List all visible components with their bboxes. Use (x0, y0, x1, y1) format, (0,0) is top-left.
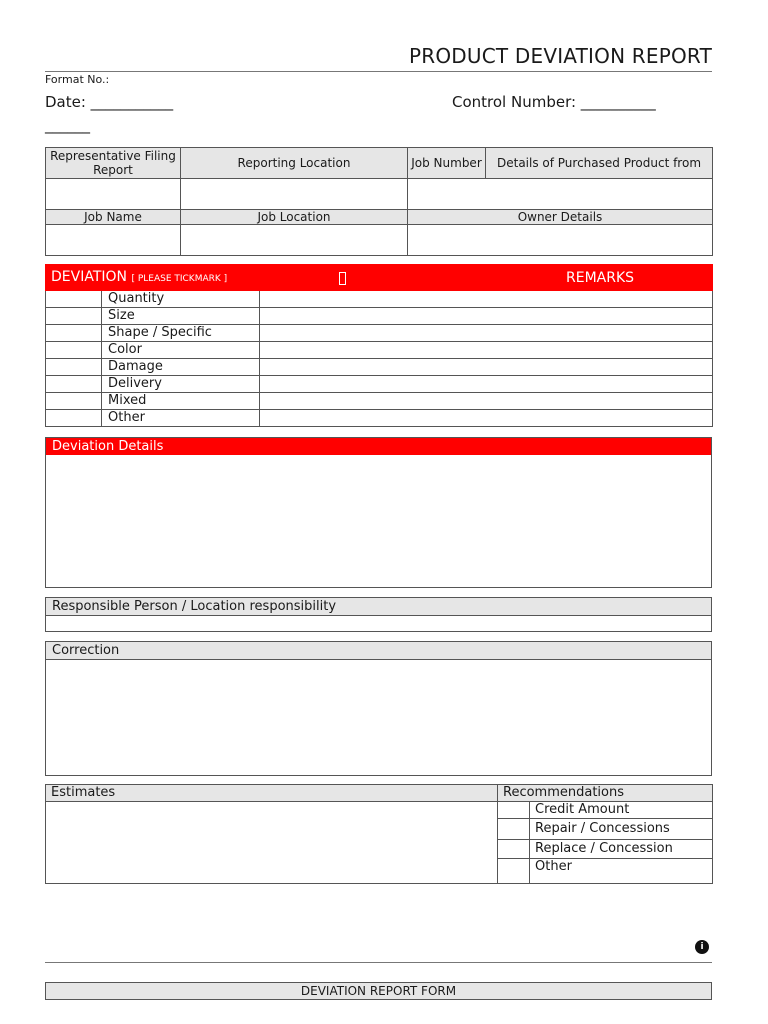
deviation-details-input[interactable] (46, 455, 711, 587)
date-field[interactable]: Date: ___________ (45, 93, 174, 111)
owner-details-input[interactable] (408, 225, 713, 256)
footer-divider (45, 962, 712, 963)
deviation-header (46, 265, 260, 291)
deviation-item-label: Other (102, 410, 260, 427)
estimates-input[interactable] (46, 802, 498, 884)
representative-input[interactable] (46, 179, 181, 210)
deviation-remarks-input[interactable] (260, 376, 713, 393)
job-location-header: Job Location (181, 210, 408, 225)
deviation-checkbox[interactable] (46, 376, 102, 393)
format-number-label: Format No.: (45, 73, 110, 86)
estimates-header: Estimates (46, 785, 498, 802)
deviation-checkbox[interactable] (46, 308, 102, 325)
estimates-table (45, 784, 713, 884)
owner-details-header: Owner Details (408, 210, 713, 225)
representative-header: Representative Filing Report (46, 148, 181, 179)
report-title: PRODUCT DEVIATION REPORT (409, 44, 712, 68)
deviation-checkbox[interactable] (46, 325, 102, 342)
deviation-item-label: Shape / Specific (102, 325, 260, 342)
deviation-item-label: Size (102, 308, 260, 325)
recommendation-label: Replace / Concession (530, 840, 713, 859)
deviation-checkbox[interactable] (46, 410, 102, 427)
deviation-item-label: Quantity (102, 291, 260, 308)
deviation-item-label: Color (102, 342, 260, 359)
correction-input[interactable] (46, 660, 711, 775)
job-location-input[interactable] (181, 225, 408, 256)
deviation-remarks-input[interactable] (260, 342, 713, 359)
responsible-input[interactable] (46, 616, 711, 631)
recommendation-checkbox[interactable] (498, 859, 530, 884)
deviation-checkbox[interactable] (46, 393, 102, 410)
correction-header: Correction (46, 642, 711, 660)
deviation-checkbox[interactable] (46, 359, 102, 376)
control-number-field[interactable]: Control Number: __________ (452, 93, 656, 111)
recommendation-checkbox[interactable] (498, 802, 530, 819)
reporting-location-input[interactable] (181, 179, 408, 210)
tickmark-note: [ PLEASE TICKMARK ] (131, 273, 228, 284)
recommendation-label: Repair / Concessions (530, 819, 713, 840)
deviation-details-section (45, 437, 712, 588)
purchased-product-header: Details of Purchased Product from (486, 148, 713, 179)
recommendation-label: Other (530, 859, 713, 884)
recommendation-checkbox[interactable] (498, 819, 530, 840)
recommendations-header: Recommendations (498, 785, 713, 802)
deviation-remarks-input[interactable] (260, 393, 713, 410)
deviation-item-label: Mixed (102, 393, 260, 410)
tickmark-box-icon (339, 272, 346, 285)
job-name-header: Job Name (46, 210, 181, 225)
deviation-item-label: Damage (102, 359, 260, 376)
reporting-location-header: Reporting Location (181, 148, 408, 179)
recommendation-label: Credit Amount (530, 802, 713, 819)
remarks-header: REMARKS (260, 265, 713, 291)
correction-section (45, 641, 712, 776)
deviation-label: DEVIATION (51, 268, 127, 285)
recommendation-checkbox[interactable] (498, 840, 530, 859)
date-field-continuation: ______ (45, 116, 90, 134)
job-number-header: Job Number (408, 148, 486, 179)
deviation-remarks-input[interactable] (260, 410, 713, 427)
deviation-remarks-input[interactable] (260, 308, 713, 325)
page-marker-icon: i (695, 940, 709, 954)
footer-label: DEVIATION REPORT FORM (45, 982, 712, 1000)
title-divider (45, 71, 712, 72)
deviation-details-header: Deviation Details (46, 438, 711, 455)
deviation-remarks-input[interactable] (260, 325, 713, 342)
responsible-header: Responsible Person / Location responsibility (46, 598, 711, 616)
deviation-remarks-input[interactable] (260, 359, 713, 376)
job-name-input[interactable] (46, 225, 181, 256)
job-info-table (45, 147, 713, 256)
deviation-item-label: Delivery (102, 376, 260, 393)
deviation-remarks-input[interactable] (260, 291, 713, 308)
deviation-checkbox[interactable] (46, 291, 102, 308)
job-number-purchased-input[interactable] (408, 179, 713, 210)
responsible-section (45, 597, 712, 632)
deviation-table (45, 264, 713, 427)
deviation-checkbox[interactable] (46, 342, 102, 359)
